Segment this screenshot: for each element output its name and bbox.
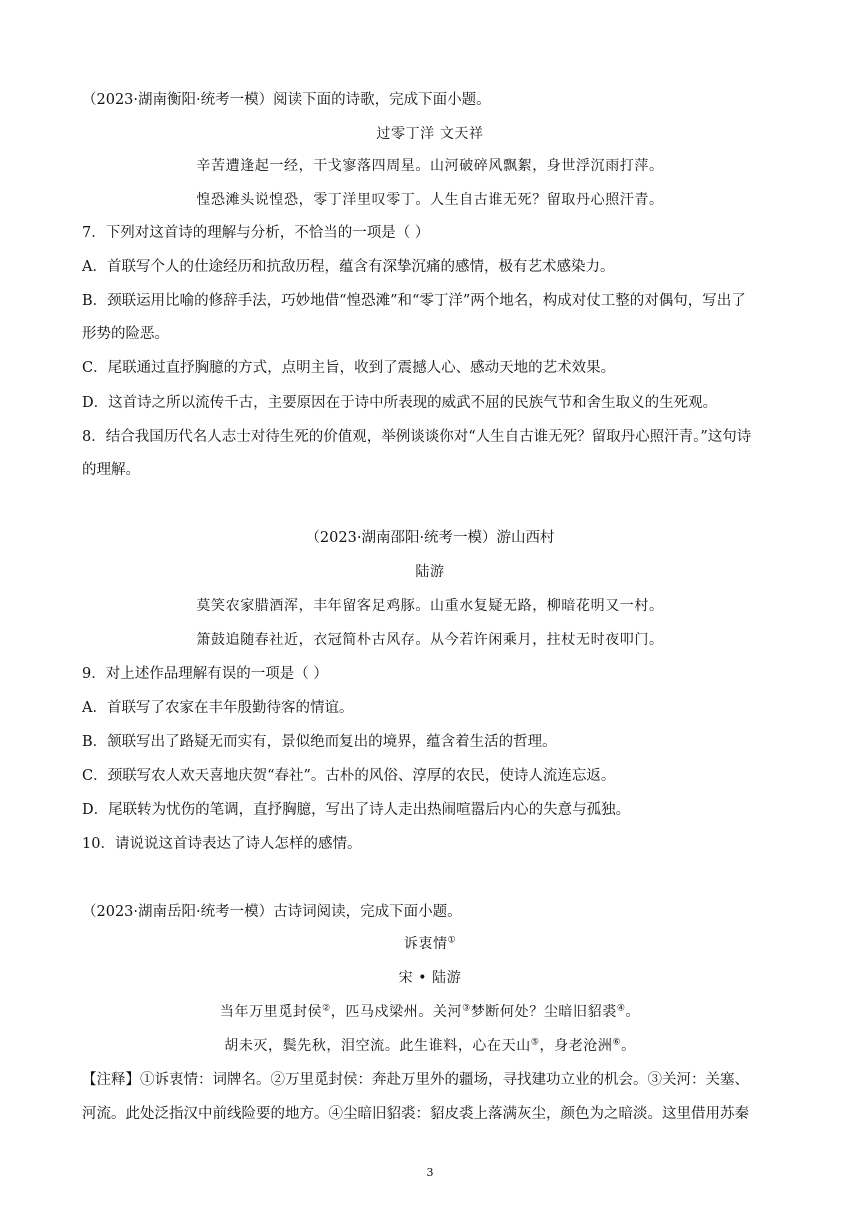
question-8: 8．结合我国历代名人志士对待生死的价值观，举例谈谈你对“人生自古谁无死？留取丹心照汗青。”这句诗 (82, 429, 752, 445)
poem-line: 莫笑农家腊酒浑，丰年留客足鸡豚。山重水复疑无路，柳暗花明又一村。 (196, 598, 664, 614)
poem-line: 当年万里觅封侯②，匹马戍梁州。关河③梦断何处？尘暗旧貂裘④。 (219, 1003, 641, 1020)
poem-title: 过零丁洋 文天祥 (376, 126, 484, 142)
question-9: 9．对上述作品理解有误的一项是（ ） (82, 666, 328, 682)
poem-line: 惶恐滩头说惶恐，零丁洋里叹零丁。人生自古谁无死？留取丹心照汗青。 (196, 192, 664, 208)
annotation-cont: 河流。此处泛指汉中前线险要的地方。④尘暗旧貂裘：貂皮裘上落满灰尘，颜色为之暗淡。这里借用苏秦 (82, 1106, 749, 1122)
option-b-cont: 形势的险恶。 (82, 326, 169, 342)
poem-title: 诉衷情① (403, 935, 457, 952)
option-b: B．颔联写出了路疑无而实有，景似绝而复出的境界，蕴含着生活的哲理。 (82, 734, 557, 750)
poem-line: 辛苦遭逢起一经，干戈寥落四周星。山河破碎风飘絮，身世浮沉雨打萍。 (196, 158, 664, 174)
annotation: 【注释】①诉衷情：词牌名。②万里觅封侯：奔赴万里外的疆场，寻找建功立业的机会。③关河：关塞、 (82, 1072, 749, 1088)
section1-intro: （2023·湖南衡阳·统考一模）阅读下面的诗歌，完成下面小题。 (82, 92, 491, 108)
poem-line: 箫鼓追随春社近，衣冠简朴古风存。从今若许闲乘月，拄杖无时夜叩门。 (196, 632, 664, 648)
section2-title: （2023·湖南邵阳·统考一模）游山西村 (305, 530, 555, 546)
page-number: 3 (426, 1166, 434, 1179)
option-d: D．这首诗之所以流传千古，主要原因在于诗中所表现的威武不屈的民族气节和舍生取义的生死观。 (82, 395, 718, 411)
option-d: D．尾联转为忧伤的笔调，直抒胸臆，写出了诗人走出热闹喧嚣后内心的失意与孤独。 (82, 802, 631, 818)
question-8-cont: 的理解。 (82, 462, 140, 478)
poem-line: 胡未灭，鬓先秋，泪空流。此生谁料，心在天山⑤，身老沧洲⑥。 (224, 1037, 636, 1054)
option-c: C．尾联通过直抒胸臆的方式，点明主旨，收到了震撼人心、感动天地的艺术效果。 (82, 360, 616, 376)
section3-intro: （2023·湖南岳阳·统考一模）古诗词阅读，完成下面小题。 (82, 904, 462, 920)
option-a: A．首联写个人的仕途经历和抗敌历程，蕴含有深挚沉痛的感情，极有艺术感染力。 (82, 259, 615, 275)
question-10: 10．请说说这首诗表达了诗人怎样的感情。 (82, 836, 362, 852)
option-b: B．颈联运用比喻的修辞手法，巧妙地借“惶恐滩”和“零丁洋”两个地名，构成对仗工整的对偶句，写出了 (82, 293, 746, 309)
question-7: 7．下列对这首诗的理解与分析，不恰当的一项是（ ） (82, 225, 430, 241)
poem-author: 宋 • 陆游 (398, 970, 462, 986)
poem-author: 陆游 (415, 564, 445, 580)
option-a: A．首联写了农家在丰年殷勤待客的情谊。 (82, 700, 354, 716)
option-c: C．颈联写农人欢天喜地庆贺“春社”。古朴的风俗、淳厚的农民，使诗人流连忘返。 (82, 768, 616, 784)
